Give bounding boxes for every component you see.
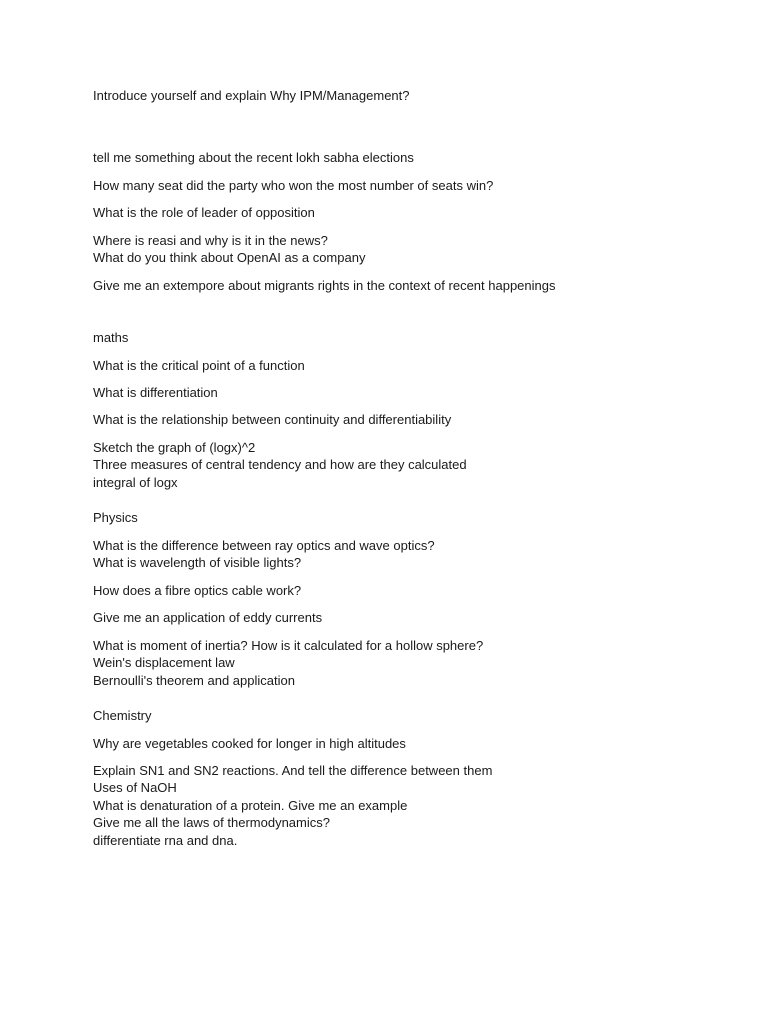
gk-question-openai: What do you think about OpenAI as a company	[93, 250, 366, 265]
maths-question: Sketch the graph of (logx)^2	[93, 440, 256, 455]
section-heading-chemistry: Chemistry	[93, 708, 152, 723]
chemistry-question: Give me all the laws of thermodynamics?	[93, 815, 330, 830]
section-heading-maths: maths	[93, 330, 129, 345]
physics-question: Bernoulli's theorem and application	[93, 673, 295, 688]
chemistry-question: Uses of NaOH	[93, 780, 177, 795]
chemistry-question: differentiate rna and dna.	[93, 833, 238, 848]
physics-question: What is moment of inertia? How is it calculated for a hollow sphere?	[93, 638, 484, 653]
physics-question: What is wavelength of visible lights?	[93, 555, 302, 570]
gk-question-elections: tell me something about the recent lokh sabha elections	[93, 150, 414, 165]
gk-question-reasi: Where is reasi and why is it in the news?	[93, 233, 328, 248]
maths-question: Three measures of central tendency and how are they calculated	[93, 457, 467, 472]
physics-question: Give me an application of eddy currents	[93, 610, 323, 625]
maths-question: What is differentiation	[93, 385, 218, 400]
gk-question-extempore: Give me an extempore about migrants rights in the context of recent happenings	[93, 278, 556, 293]
chemistry-question: What is denaturation of a protein. Give me an example	[93, 798, 408, 813]
physics-question: How does a fibre optics cable work?	[93, 583, 302, 598]
intro-question: Introduce yourself and explain Why IPM/Management?	[93, 88, 410, 103]
physics-question: Wein's displacement law	[93, 655, 235, 670]
chemistry-question: Explain SN1 and SN2 reactions. And tell the difference between them	[93, 763, 493, 778]
chemistry-question: Why are vegetables cooked for longer in high altitudes	[93, 736, 406, 751]
gk-question-opposition: What is the role of leader of opposition	[93, 205, 315, 220]
maths-question: What is the critical point of a function	[93, 358, 305, 373]
section-heading-physics: Physics	[93, 510, 138, 525]
physics-question: What is the difference between ray optics and wave optics?	[93, 538, 435, 553]
maths-question: integral of logx	[93, 475, 178, 490]
gk-question-seats: How many seat did the party who won the most number of seats win?	[93, 178, 494, 193]
maths-question: What is the relationship between continuity and differentiability	[93, 412, 452, 427]
